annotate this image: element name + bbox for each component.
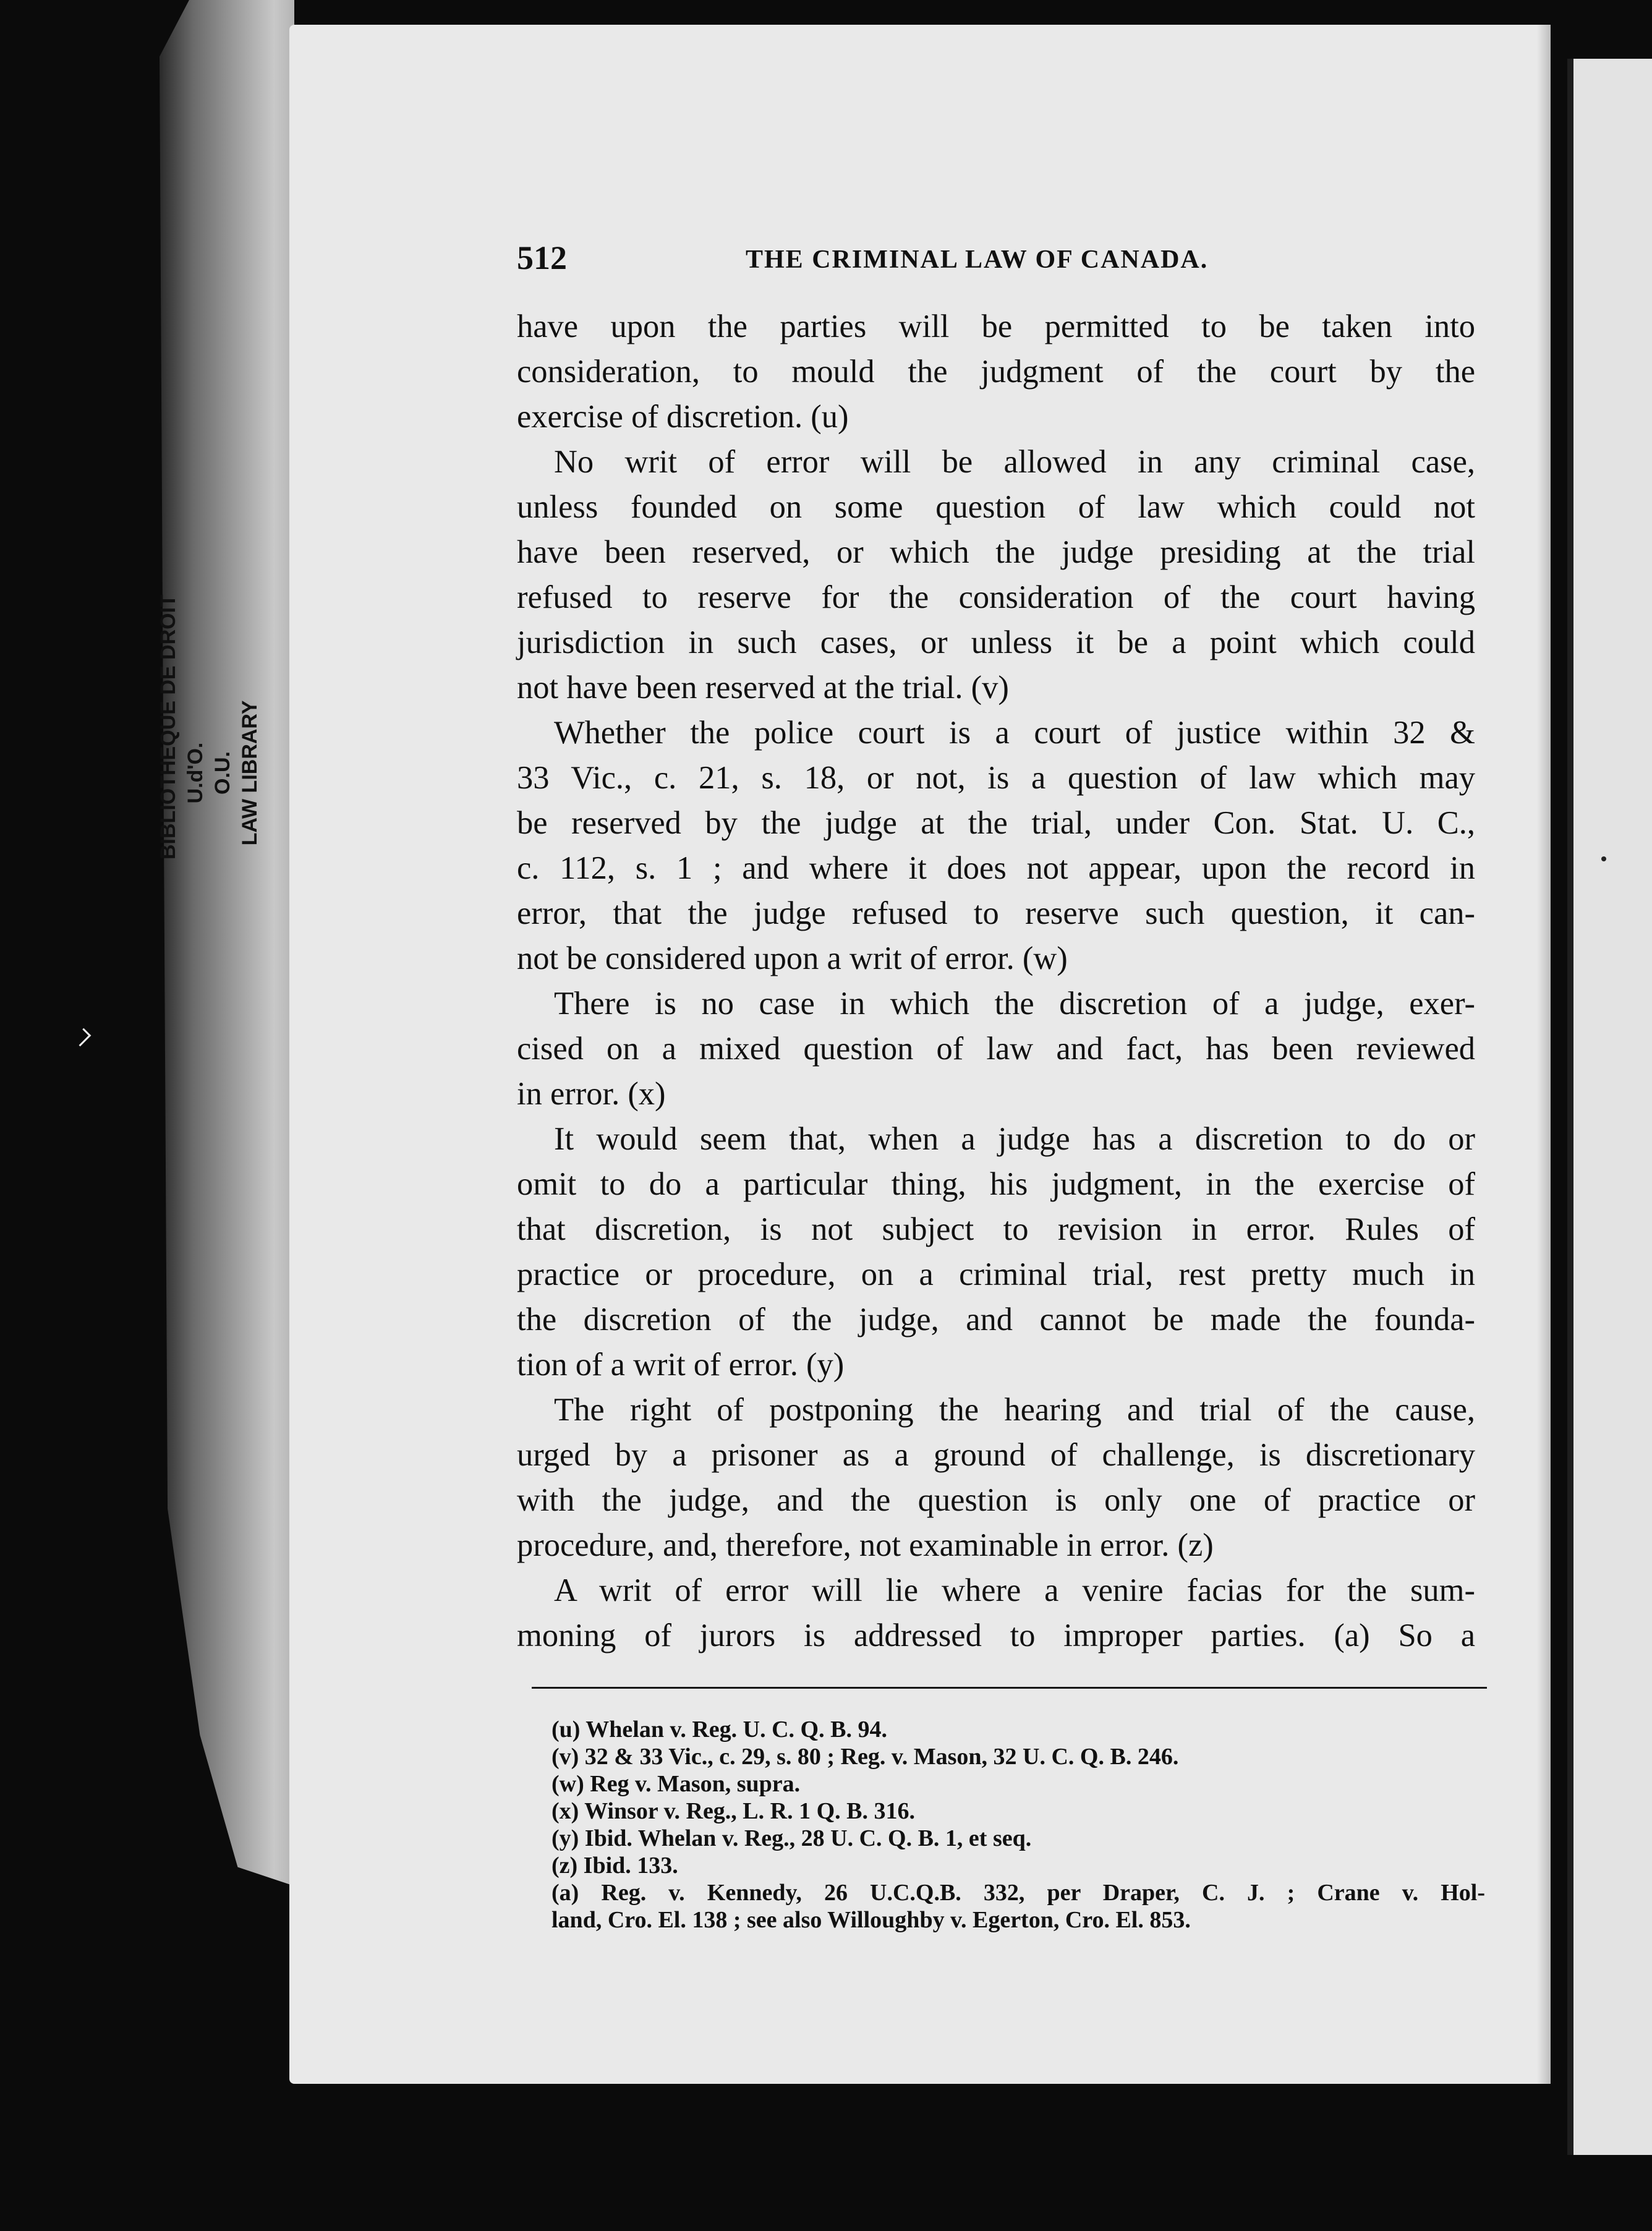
- scan-speck: [1601, 856, 1606, 861]
- text-line: It would seem that, when a judge has a discretion to do or: [554, 1121, 1475, 1157]
- text-line: consideration, to mould the judgment of the court by the: [517, 354, 1475, 390]
- footnote: (x) Winsor v. Reg., L. R. 1 Q. B. 316.: [551, 1798, 915, 1824]
- footnote: (w) Reg v. Mason, supra.: [551, 1771, 801, 1797]
- text-line: procedure, and, therefore, not examinable in error. (z): [517, 1527, 1214, 1563]
- text-line: have upon the parties will be permitted to be taken into: [517, 309, 1475, 344]
- next-page-edge: [1567, 59, 1652, 2155]
- text-line: No writ of error will be allowed in any criminal case,: [554, 444, 1475, 480]
- text-line: in error. (x): [517, 1076, 666, 1112]
- footnote: (z) Ibid. 133.: [551, 1853, 678, 1879]
- footnote: (a) Reg. v. Kennedy, 26 U.C.Q.B. 332, per Draper, C. J. ; Crane v. Hol-: [551, 1880, 1485, 1906]
- book-edge: [160, 0, 294, 1886]
- text-line: with the judge, and the question is only one of practice or: [517, 1482, 1475, 1518]
- page-fold: [1537, 25, 1551, 2084]
- text-line: omit to do a particular thing, his judgment, in the exercise of: [517, 1166, 1475, 1202]
- text-line: jurisdiction in such cases, or unless it be a point which could: [517, 625, 1475, 660]
- text-line: have been reserved, or which the judge presiding at the trial: [517, 534, 1475, 570]
- text-line: unless founded on some question of law which could not: [517, 489, 1475, 525]
- footnote-continuation: land, Cro. El. 138 ; see also Willoughby v. Egerton, Cro. El. 853.: [551, 1907, 1191, 1933]
- text-line: The right of postponing the hearing and trial of the cause,: [554, 1392, 1475, 1428]
- text-line: c. 112, s. 1 ; and where it does not appear, upon the record in: [517, 850, 1475, 886]
- text-line: exercise of discretion. (u): [517, 399, 849, 435]
- text-line: Whether the police court is a court of justice within 32 &: [554, 715, 1475, 751]
- footnote: (u) Whelan v. Reg. U. C. Q. B. 94.: [551, 1717, 887, 1743]
- text-line: moning of jurors is addressed to improper parties. (a) So a: [517, 1618, 1475, 1653]
- text-line: cised on a mixed question of law and fact, has been reviewed: [517, 1031, 1475, 1067]
- running-head: [517, 239, 1481, 276]
- text-line: that discretion, is not subject to revision in error. Rules of: [517, 1211, 1475, 1247]
- text-line: error, that the judge refused to reserve such question, it can-: [517, 895, 1475, 931]
- body-text: [517, 304, 1475, 1658]
- text-line: the discretion of the judge, and cannot be made the founda-: [517, 1302, 1475, 1337]
- stamp-line: LAW LIBRARY: [238, 700, 262, 846]
- footnote: (v) 32 & 33 Vic., c. 29, s. 80 ; Reg. v. Mason, 32 U. C. Q. B. 246.: [551, 1744, 1179, 1770]
- text-line: not have been reserved at the trial. (v): [517, 670, 1009, 706]
- text-line: urged by a prisoner as a ground of challenge, is discretionary: [517, 1437, 1475, 1473]
- text-line: tion of a writ of error. (y): [517, 1347, 845, 1383]
- text-line: 33 Vic., c. 21, s. 18, or not, is a question of law which may: [517, 760, 1475, 796]
- text-line: A writ of error will lie where a venire facias for the sum-: [554, 1572, 1475, 1608]
- running-title: THE CRIMINAL LAW OF CANADA.: [746, 245, 1209, 274]
- stamp-line: O.U.: [211, 751, 234, 795]
- page-turn-arrow-icon: [73, 1028, 92, 1047]
- text-line: not be considered upon a writ of error. (w): [517, 941, 1068, 976]
- footnote-rule: [532, 1687, 1487, 1689]
- text-line: There is no case in which the discretion of a judge, exer-: [554, 986, 1475, 1022]
- library-stamp: [155, 594, 291, 860]
- text-line: refused to reserve for the consideration of the court having: [517, 579, 1475, 615]
- stamp-line: BIBLIOTHEQUE DE DROIT: [156, 594, 180, 860]
- footnote: (y) Ibid. Whelan v. Reg., 28 U. C. Q. B. 1, et seq.: [551, 1825, 1032, 1851]
- text-line: be reserved by the judge at the trial, under Con. Stat. U. C.,: [517, 805, 1475, 841]
- page-number: 512: [517, 239, 567, 276]
- stamp-line: U.d'O.: [184, 742, 207, 804]
- footnotes: [551, 1716, 1485, 1934]
- text-line: practice or procedure, on a criminal trial, rest pretty much in: [517, 1256, 1475, 1292]
